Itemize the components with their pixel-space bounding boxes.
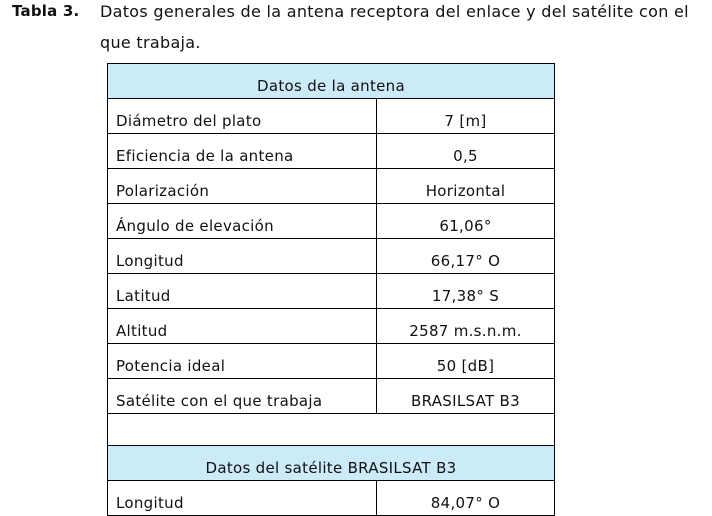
row-label: Altitud bbox=[108, 309, 377, 344]
table-row bbox=[108, 99, 555, 134]
row-label: Potencia ideal bbox=[108, 344, 377, 379]
row-label: Longitud bbox=[108, 481, 377, 516]
row-value: 84,07° O bbox=[377, 481, 555, 516]
table-row bbox=[108, 274, 555, 309]
table-row bbox=[108, 309, 555, 344]
row-value: BRASILSAT B3 bbox=[377, 379, 555, 414]
table-row bbox=[108, 481, 555, 516]
row-value: 50 [dB] bbox=[377, 344, 555, 379]
table-row bbox=[108, 134, 555, 169]
antenna-section-header: Datos de la antena bbox=[108, 64, 555, 99]
row-label: Satélite con el que trabaja bbox=[108, 379, 377, 414]
row-label: Polarización bbox=[108, 169, 377, 204]
row-value: 61,06° bbox=[377, 204, 555, 239]
caption-text-line-2: que trabaja. bbox=[100, 33, 201, 52]
row-value: 17,38° S bbox=[377, 274, 555, 309]
spacer-cell bbox=[108, 414, 555, 446]
table-row bbox=[108, 169, 555, 204]
row-label: Latitud bbox=[108, 274, 377, 309]
row-label: Ángulo de elevación bbox=[108, 204, 377, 239]
row-value: Horizontal bbox=[377, 169, 555, 204]
table-section-header bbox=[108, 64, 555, 99]
row-label: Eficiencia de la antena bbox=[108, 134, 377, 169]
table-spacer-row bbox=[108, 414, 555, 446]
row-value: 7 [m] bbox=[377, 99, 555, 134]
row-label: Longitud bbox=[108, 239, 377, 274]
antenna-data-table bbox=[107, 63, 555, 516]
table-row bbox=[108, 239, 555, 274]
row-value: 0,5 bbox=[377, 134, 555, 169]
row-value: 2587 m.s.n.m. bbox=[377, 309, 555, 344]
table-section-header bbox=[108, 446, 555, 481]
row-label: Diámetro del plato bbox=[108, 99, 377, 134]
table-row bbox=[108, 204, 555, 239]
caption-text-line-1: Datos generales de la antena receptora del enlace y del satélite con el bbox=[100, 2, 689, 21]
table-row bbox=[108, 379, 555, 414]
caption-label: Tabla 3. bbox=[12, 2, 80, 20]
table-row bbox=[108, 344, 555, 379]
row-value: 66,17° O bbox=[377, 239, 555, 274]
satellite-section-header: Datos del satélite BRASILSAT B3 bbox=[108, 446, 555, 481]
